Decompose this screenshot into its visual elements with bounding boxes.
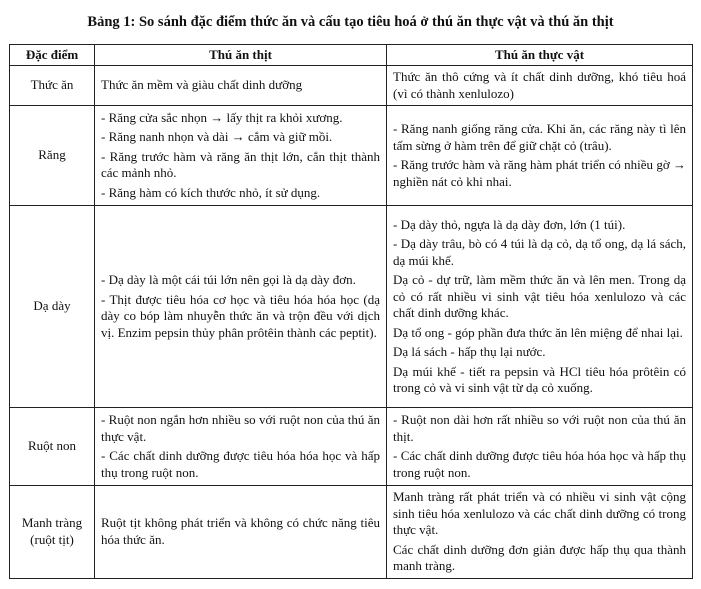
cell-text: - Răng hàm có kích thước nhỏ, ít sử dụng. bbox=[101, 184, 321, 200]
carnivore-cell bbox=[95, 66, 387, 106]
cell-text: - Dạ dày trâu, bò có 4 túi là dạ cỏ, dạ tổ ong, dạ lá sách, dạ múi khế. bbox=[393, 236, 686, 268]
cell-text: Thức ăn mềm và giàu chất dinh dưỡng bbox=[101, 77, 303, 93]
herbivore-cell bbox=[387, 486, 693, 579]
herbivore-cell bbox=[387, 206, 693, 408]
feature-label: Ruột non bbox=[27, 438, 77, 454]
header-carnivore: Thú ăn thịt bbox=[95, 45, 387, 66]
cell-text: Dạ múi khế - tiết ra pepsin và HCl tiêu hóa prôtêin có trong cỏ và vi sinh vật từ dạ cỏ xuống. bbox=[393, 363, 686, 395]
cell-text: - Dạ dày thỏ, ngựa là dạ dày đơn, lớn (1 túi). bbox=[393, 216, 626, 232]
header-row bbox=[10, 45, 693, 66]
cell-text: Thức ăn thô cứng và ít chất dinh dưỡng, khó tiêu hoá (vì có thành xenlulozo) bbox=[393, 69, 686, 101]
row-cecum bbox=[10, 486, 693, 579]
herbivore-cell bbox=[387, 408, 693, 486]
feature-label: Thức ăn bbox=[30, 77, 74, 93]
feature-sublabel: (ruột tịt) bbox=[30, 531, 74, 547]
herbivore-cell bbox=[387, 66, 693, 106]
carnivore-cell bbox=[95, 408, 387, 486]
feature-label: Răng bbox=[38, 147, 66, 163]
cell-text: - Răng trước hàm và răng ăn thịt lớn, cắn thịt thành các mảnh nhỏ. bbox=[101, 148, 380, 181]
cell-text: Các chất dinh dưỡng đơn giản được hấp thụ qua thành manh tràng. bbox=[393, 541, 686, 573]
feature-cell bbox=[10, 206, 95, 408]
feature-label: Manh tràng bbox=[21, 515, 83, 531]
cell-text: - Ruột non ngắn hơn nhiều so với ruột non của thú ăn thực vật. bbox=[101, 412, 380, 444]
row-stomach bbox=[10, 206, 693, 408]
row-teeth bbox=[10, 106, 693, 206]
header-feature: Đặc điểm bbox=[10, 45, 95, 66]
feature-label: Dạ dày bbox=[33, 298, 71, 314]
carnivore-cell bbox=[95, 106, 387, 206]
cell-text: - Răng trước hàm và răng hàm phát triển có nhiều gờ → nghiền nát cỏ khi nhai. bbox=[393, 157, 686, 189]
cell-text: - Ruột non dài hơn rất nhiều so với ruột non của thú ăn thịt. bbox=[393, 412, 686, 444]
herbivore-cell bbox=[387, 106, 693, 206]
cell-text: Manh tràng rất phát triển và có nhiều vi sinh vật cộng sinh tiêu hóa xenlulozo và các chất dinh dưỡng có trong thực vật. bbox=[393, 489, 686, 537]
cell-text: - Dạ dày là một cái túi lớn nên gọi là dạ dày đơn. bbox=[101, 272, 356, 287]
feature-cell bbox=[10, 66, 95, 106]
cell-text: - Răng cửa sắc nhọn → lấy thịt ra khỏi xương. bbox=[101, 109, 343, 125]
cell-text: - Răng nanh giống răng cửa. Khi ăn, các răng này tì lên tấm sừng ở hàm trên để giữ chặt cỏ (trâu). bbox=[393, 121, 686, 153]
cell-text: Dạ lá sách - hấp thụ lại nước. bbox=[393, 344, 546, 359]
feature-cell bbox=[10, 486, 95, 579]
carnivore-cell bbox=[95, 486, 387, 579]
cell-text: - Thịt được tiêu hóa cơ học và tiêu hóa hóa học (dạ dày co bóp làm nhuyễn thức ăn và trộn đều với dịch vị. Enzim pepsin thủy phân prôtêin thành các peptit). bbox=[101, 291, 380, 340]
cell-text: - Các chất dinh dưỡng được tiêu hóa hóa học và hấp thụ trong ruột non. bbox=[101, 448, 380, 480]
table-title: Bảng 1: So sánh đặc điểm thức ăn và cấu tạo tiêu hoá ở thú ăn thực vật và thú ăn thịt bbox=[87, 14, 614, 30]
comparison-table bbox=[9, 44, 693, 579]
header-herbivore: Thú ăn thực vật bbox=[387, 45, 693, 66]
row-food bbox=[10, 66, 693, 106]
cell-text: - Răng nanh nhọn và dài → cắm và giữ mồi. bbox=[101, 129, 333, 145]
cell-text: - Các chất dinh dưỡng được tiêu hóa hóa học và hấp thụ trong ruột non. bbox=[393, 448, 686, 480]
carnivore-cell bbox=[95, 206, 387, 408]
cell-text: Dạ cỏ - dự trữ, làm mềm thức ăn và lên men. Trong dạ cỏ có rất nhiều vi sinh vật tiêu hóa xenlulozo và các chất dinh dưỡng khác. bbox=[393, 272, 686, 320]
feature-cell bbox=[10, 106, 95, 206]
row-small-intestine bbox=[10, 408, 693, 486]
feature-cell bbox=[10, 408, 95, 486]
cell-text: Dạ tổ ong - góp phần đưa thức ăn lên miệng để nhai lại. bbox=[393, 324, 683, 340]
cell-text: Ruột tịt không phát triển và không có chức năng tiêu hóa thức ăn. bbox=[101, 515, 380, 547]
